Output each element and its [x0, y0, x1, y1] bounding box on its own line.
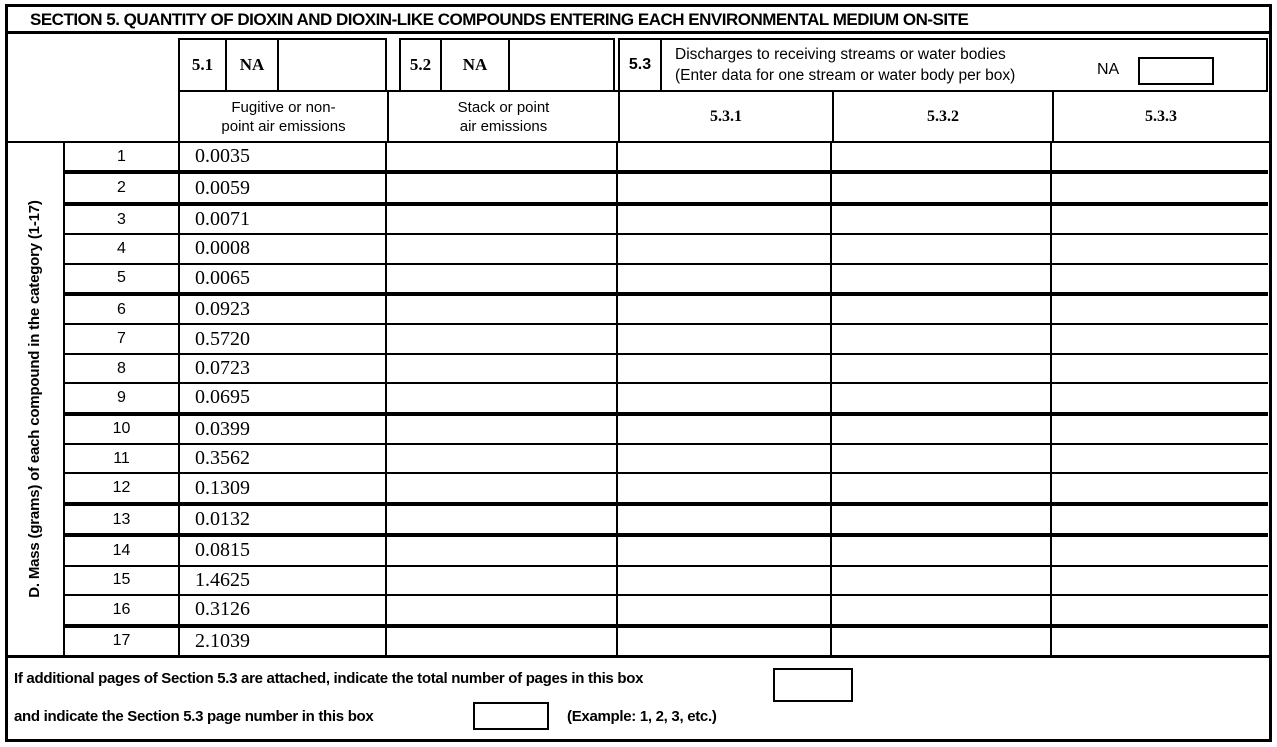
cell-5-3-1[interactable] [618, 537, 832, 564]
table-row [65, 596, 1268, 627]
table-row [65, 537, 1268, 566]
cell-5-3-1[interactable] [618, 596, 832, 623]
table-row [65, 567, 1268, 596]
cell-stack-value[interactable] [387, 355, 618, 382]
row-number: 8 [65, 355, 180, 382]
cell-5-3-1[interactable] [618, 174, 832, 201]
cell-5-3-3[interactable] [1052, 174, 1268, 201]
q52-na-label: NA [442, 40, 510, 90]
table-row [65, 174, 1268, 205]
cell-5-3-3[interactable] [1052, 506, 1268, 533]
table-row [65, 206, 1268, 235]
cell-stack-value[interactable] [387, 296, 618, 323]
cell-5-3-3[interactable] [1052, 265, 1268, 292]
column-header-5-3-3: 5.3.3 [1145, 107, 1177, 125]
table-row [65, 235, 1268, 264]
table-row [65, 143, 1268, 174]
cell-stack-value[interactable] [387, 325, 618, 352]
cell-5-3-1[interactable] [618, 628, 832, 655]
q51-na-box[interactable] [279, 40, 385, 90]
cell-5-3-1[interactable] [618, 143, 832, 170]
table-row [65, 355, 1268, 384]
stack-label-line2: air emissions [459, 117, 548, 135]
cell-stack-value[interactable] [387, 174, 618, 201]
cell-5-3-1[interactable] [618, 325, 832, 352]
table-row [65, 445, 1268, 474]
column-header-5-3-1: 5.3.1 [620, 92, 834, 141]
table-row [65, 506, 1268, 537]
q53-description [662, 40, 1015, 90]
cell-stack-value[interactable] [387, 474, 618, 501]
cell-5-3-1[interactable] [618, 296, 832, 323]
cell-5-3-3[interactable] [1052, 416, 1268, 443]
cell-5-3-3[interactable] [1052, 355, 1268, 382]
cell-stack-value[interactable] [387, 537, 618, 564]
cell-fugitive-value[interactable]: 0.0815 [180, 537, 387, 564]
cell-stack-value[interactable] [387, 506, 618, 533]
row-number: 5 [65, 265, 180, 292]
cell-stack-value[interactable] [387, 596, 618, 623]
cell-stack-value[interactable] [387, 628, 618, 655]
row-number: 9 [65, 384, 180, 411]
cell-fugitive-value[interactable]: 0.1309 [180, 474, 387, 501]
cell-fugitive-value[interactable]: 0.0695 [180, 384, 387, 411]
cell-5-3-2[interactable] [832, 596, 1052, 623]
table-row [65, 265, 1268, 296]
cell-5-3-1[interactable] [618, 567, 832, 594]
cell-fugitive-value[interactable]: 0.0008 [180, 235, 387, 262]
column-header-stack [389, 92, 620, 141]
cell-5-3-3[interactable] [1052, 206, 1268, 233]
cell-5-3-2[interactable] [832, 474, 1052, 501]
section-title: SECTION 5. QUANTITY OF DIOXIN AND DIOXIN-LIKE COMPOUNDS ENTERING EACH ENVIRONMENTAL MEDIUM ON-SITE [30, 10, 969, 29]
cell-5-3-2[interactable] [832, 506, 1052, 533]
cell-fugitive-value[interactable]: 0.0035 [180, 143, 387, 170]
cell-5-3-2[interactable] [832, 143, 1052, 170]
table-row [65, 325, 1268, 354]
q51-code: 5.1 [180, 40, 227, 90]
cell-fugitive-value[interactable]: 0.0399 [180, 416, 387, 443]
column-header-row [178, 90, 1268, 141]
cell-5-3-1[interactable] [618, 235, 832, 262]
cell-stack-value[interactable] [387, 567, 618, 594]
footer-top-border [5, 655, 1272, 658]
cell-fugitive-value[interactable]: 0.0723 [180, 355, 387, 382]
footer-instruction-total-pages: If additional pages of Section 5.3 are attached, indicate the total number of pages in this box [14, 670, 644, 687]
cell-5-3-1[interactable] [618, 206, 832, 233]
cell-fugitive-value[interactable]: 0.3126 [180, 596, 387, 623]
title-separator [5, 31, 1272, 34]
table-row [65, 416, 1268, 445]
cell-stack-value[interactable] [387, 143, 618, 170]
cell-5-3-1[interactable] [618, 384, 832, 411]
table-row [65, 384, 1268, 415]
cell-fugitive-value[interactable]: 0.0065 [180, 265, 387, 292]
row-number: 4 [65, 235, 180, 262]
cell-5-3-2[interactable] [832, 235, 1052, 262]
cell-5-3-2[interactable] [832, 445, 1052, 472]
cell-5-3-2[interactable] [832, 355, 1052, 382]
q53-na-box[interactable] [1138, 57, 1214, 85]
row-number: 6 [65, 296, 180, 323]
column-header-fugitive [180, 92, 389, 141]
data-grid [65, 143, 1268, 655]
cell-fugitive-value[interactable]: 0.0923 [180, 296, 387, 323]
cell-fugitive-value[interactable]: 0.5720 [180, 325, 387, 352]
row-number: 11 [65, 445, 180, 472]
cell-5-3-3[interactable] [1052, 596, 1268, 623]
cell-5-3-3[interactable] [1052, 537, 1268, 564]
cell-5-3-2[interactable] [832, 265, 1052, 292]
fugitive-label-line1: Fugitive or non- [231, 98, 336, 116]
cell-5-3-3[interactable] [1052, 567, 1268, 594]
cell-5-3-2[interactable] [832, 384, 1052, 411]
cell-5-3-3[interactable] [1052, 384, 1268, 411]
q53-description-line1: Discharges to receiving streams or water bodies [675, 46, 1006, 63]
row-number: 12 [65, 474, 180, 501]
cell-5-3-2[interactable] [832, 416, 1052, 443]
q53-description-line2: (Enter data for one stream or water body per box) [675, 67, 1016, 84]
cell-5-3-3[interactable] [1052, 325, 1268, 352]
cell-stack-value[interactable] [387, 416, 618, 443]
total-pages-box[interactable] [773, 668, 853, 702]
cell-5-3-2[interactable] [832, 628, 1052, 655]
q51-na-label: NA [227, 40, 279, 90]
cell-5-3-3[interactable] [1052, 474, 1268, 501]
cell-5-3-1[interactable] [618, 506, 832, 533]
cell-fugitive-value[interactable]: 0.0071 [180, 206, 387, 233]
cell-fugitive-value[interactable]: 0.0132 [180, 506, 387, 533]
cell-stack-value[interactable] [387, 384, 618, 411]
row-number: 15 [65, 567, 180, 594]
table-row [65, 474, 1268, 505]
q52-header-group [399, 38, 615, 90]
cell-5-3-1[interactable] [618, 474, 832, 501]
row-number: 17 [65, 628, 180, 655]
cell-stack-value[interactable] [387, 265, 618, 292]
footer-instruction-page-number: and indicate the Section 5.3 page number in this box [14, 708, 374, 725]
cell-fugitive-value[interactable]: 0.3562 [180, 445, 387, 472]
table-row [65, 628, 1268, 655]
cell-5-3-3[interactable] [1052, 445, 1268, 472]
q53-code: 5.3 [620, 40, 662, 90]
cell-5-3-3[interactable] [1052, 235, 1268, 262]
q52-code: 5.2 [401, 40, 442, 90]
cell-5-3-2[interactable] [832, 296, 1052, 323]
cell-fugitive-value[interactable]: 1.4625 [180, 567, 387, 594]
page-number-box[interactable] [473, 702, 549, 730]
cell-5-3-3[interactable] [1052, 628, 1268, 655]
q53-na-label: NA [1097, 61, 1120, 78]
cell-5-3-1[interactable] [618, 445, 832, 472]
row-axis-label: D. Mass (grams) of each compound in the category (1-17) [25, 200, 43, 598]
row-number: 7 [65, 325, 180, 352]
cell-5-3-3[interactable] [1052, 296, 1268, 323]
stack-label-line1: Stack or point [457, 98, 550, 116]
cell-fugitive-value[interactable]: 2.1039 [180, 628, 387, 655]
cell-5-3-2[interactable] [832, 567, 1052, 594]
row-number: 10 [65, 416, 180, 443]
row-number: 3 [65, 206, 180, 233]
cell-stack-value[interactable] [387, 206, 618, 233]
row-number: 14 [65, 537, 180, 564]
cell-5-3-2[interactable] [832, 537, 1052, 564]
cell-stack-value[interactable] [387, 445, 618, 472]
q52-na-box[interactable] [510, 40, 613, 90]
row-number: 1 [65, 143, 180, 170]
cell-5-3-2[interactable] [832, 206, 1052, 233]
cell-5-3-3[interactable] [1052, 143, 1268, 170]
cell-5-3-1[interactable] [618, 355, 832, 382]
cell-5-3-2[interactable] [832, 174, 1052, 201]
footer-example-text: (Example: 1, 2, 3, etc.) [567, 708, 717, 725]
row-number: 16 [65, 596, 180, 623]
cell-5-3-1[interactable] [618, 265, 832, 292]
q51-header-group [178, 38, 387, 90]
cell-5-3-1[interactable] [618, 416, 832, 443]
row-number: 2 [65, 174, 180, 201]
cell-fugitive-value[interactable]: 0.0059 [180, 174, 387, 201]
row-number: 13 [65, 506, 180, 533]
table-row [65, 296, 1268, 325]
cell-stack-value[interactable] [387, 235, 618, 262]
cell-5-3-2[interactable] [832, 325, 1052, 352]
fugitive-label-line2: point air emissions [221, 117, 346, 135]
column-header-5-3-2: 5.3.2 [834, 92, 1054, 141]
